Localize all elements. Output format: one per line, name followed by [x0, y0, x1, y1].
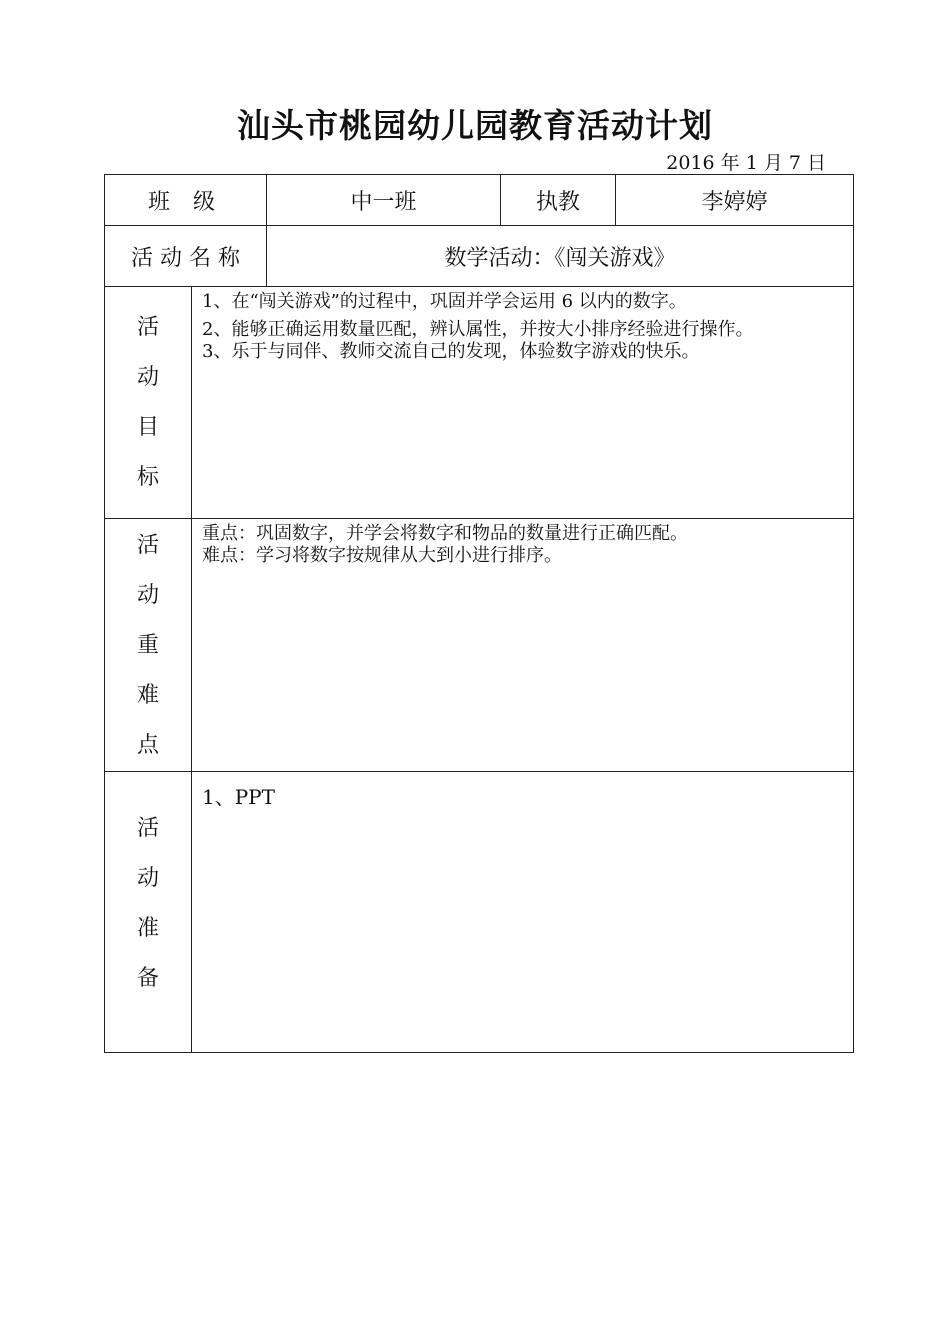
- key-points-label: 活 动 重 难 点: [105, 519, 192, 772]
- teacher-value: 李婷婷: [616, 175, 854, 226]
- preparation-item: 1、PPT: [202, 785, 275, 809]
- preparation-row: [105, 772, 854, 1053]
- activity-name-value: 数学活动：《闯关游戏》: [267, 226, 854, 287]
- activity-plan-table: [104, 174, 854, 1053]
- goal-item: 2、能够正确运用数量匹配，辨认属性，并按大小排序经验进行操作。: [202, 319, 754, 340]
- plan-date: 2016 年 1 月 7 日: [666, 152, 826, 174]
- teacher-label: 执教: [501, 175, 616, 226]
- key-point-item: 难点：学习将数字按规律从大到小进行排序。: [202, 545, 562, 566]
- activity-name-label: 活 动 名 称: [105, 226, 267, 287]
- page-title: 汕头市桃园幼儿园教育活动计划: [237, 106, 713, 145]
- header-row-class: [105, 175, 854, 226]
- header-row-activity-name: [105, 226, 854, 287]
- goals-content: [192, 287, 854, 519]
- preparation-content: [192, 772, 854, 1053]
- class-value: 中一班: [267, 175, 501, 226]
- class-label: 班 级: [105, 175, 267, 226]
- goal-item: 1、在“闯关游戏”的过程中，巩固并学会运用 6 以内的数字。: [202, 291, 687, 312]
- goals-label: 活 动 目 标: [105, 287, 192, 519]
- key-points-content: [192, 519, 854, 772]
- key-point-item: 重点：巩固数字，并学会将数字和物品的数量进行正确匹配。: [202, 523, 688, 544]
- goals-row: [105, 287, 854, 519]
- goal-item: 3、乐于与同伴、教师交流自己的发现，体验数字游戏的快乐。: [202, 341, 700, 362]
- preparation-label: 活 动 准 备: [105, 772, 192, 1053]
- key-points-row: [105, 519, 854, 772]
